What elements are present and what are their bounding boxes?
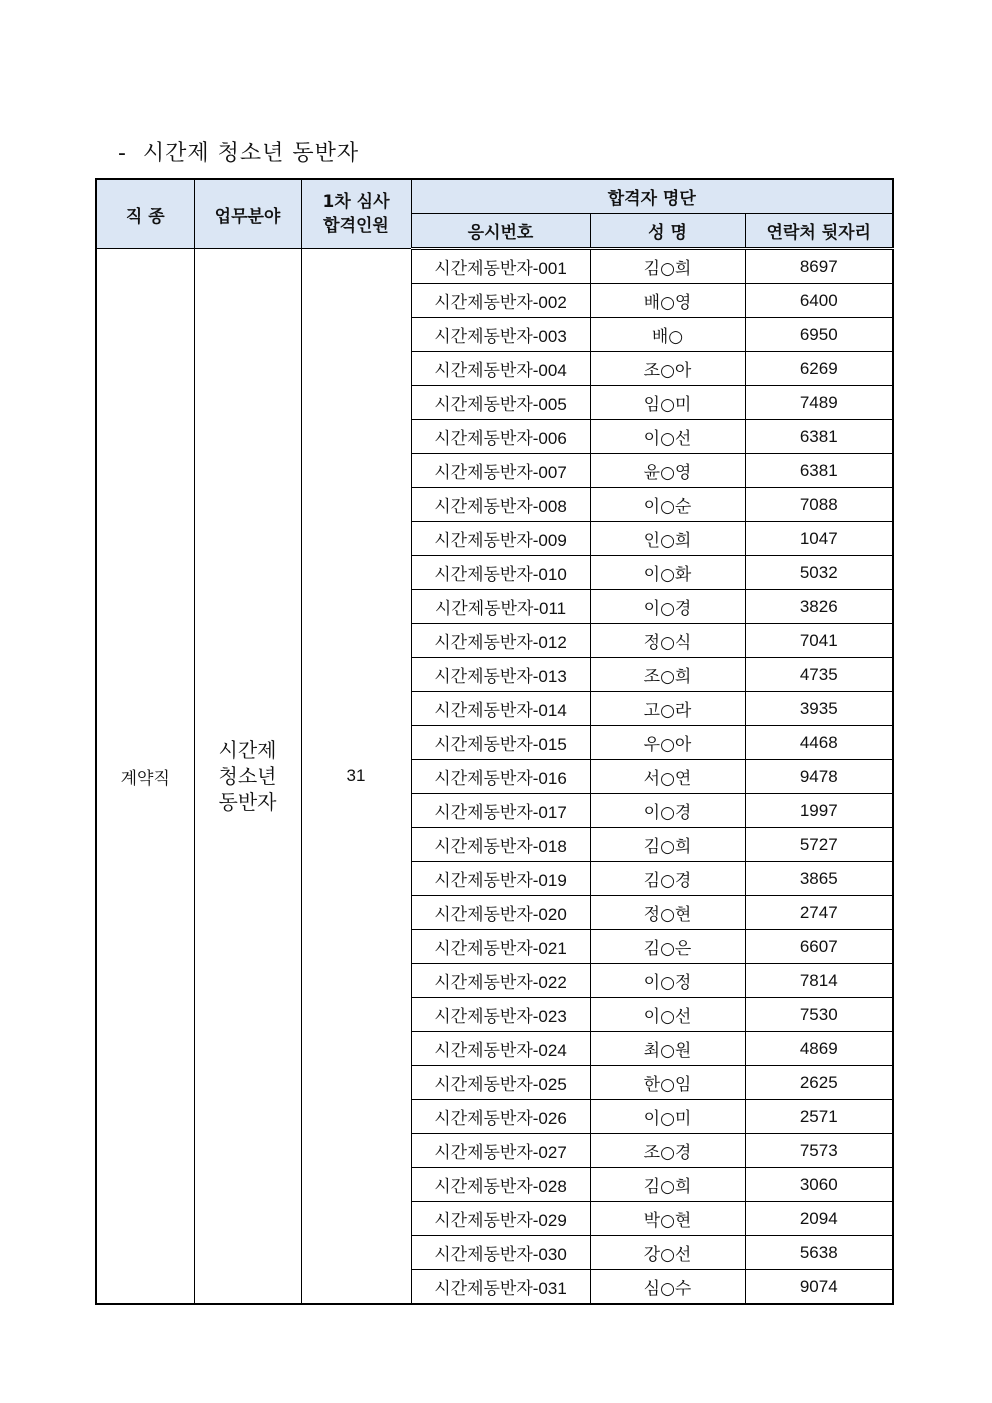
contact-cell: 3935 — [745, 692, 893, 726]
name-cell: 조○희 — [590, 658, 745, 692]
exam-no-cell: 시간제동반자-022 — [411, 964, 590, 998]
name-cell: 이○미 — [590, 1100, 745, 1134]
contact-cell: 6400 — [745, 284, 893, 318]
exam-no-cell: 시간제동반자-011 — [411, 590, 590, 624]
name-cell: 조○아 — [590, 352, 745, 386]
name-cell: 정○식 — [590, 624, 745, 658]
exam-no-cell: 시간제동반자-012 — [411, 624, 590, 658]
exam-no-cell: 시간제동반자-005 — [411, 386, 590, 420]
name-cell: 이○선 — [590, 998, 745, 1032]
name-cell: 배○영 — [590, 284, 745, 318]
field-line: 시간제 — [218, 738, 277, 762]
exam-no-cell: 시간제동반자-025 — [411, 1066, 590, 1100]
name-cell: 이○화 — [590, 556, 745, 590]
name-cell: 이○경 — [590, 590, 745, 624]
table-header — [96, 179, 893, 249]
exam-no-cell: 시간제동반자-021 — [411, 930, 590, 964]
contact-cell: 7489 — [745, 386, 893, 420]
section-heading: - 시간제 청소년 동반자 — [118, 141, 360, 166]
header-first-pass — [301, 179, 411, 249]
name-cell: 김○희 — [590, 828, 745, 862]
contact-cell: 3826 — [745, 590, 893, 624]
field-line: 청소년 — [218, 764, 277, 788]
name-cell: 임○미 — [590, 386, 745, 420]
name-cell: 고○라 — [590, 692, 745, 726]
name-cell: 심○수 — [590, 1270, 745, 1305]
header-name: 성 명 — [590, 214, 745, 249]
contact-cell: 7530 — [745, 998, 893, 1032]
contact-cell: 7573 — [745, 1134, 893, 1168]
field-line: 동반자 — [218, 790, 277, 814]
name-cell: 김○희 — [590, 249, 745, 284]
exam-no-cell: 시간제동반자-024 — [411, 1032, 590, 1066]
table-row — [96, 249, 893, 284]
contact-cell: 9478 — [745, 760, 893, 794]
contact-cell: 6381 — [745, 420, 893, 454]
name-cell: 한○임 — [590, 1066, 745, 1100]
passers-table — [95, 178, 894, 1305]
contact-cell: 2747 — [745, 896, 893, 930]
exam-no-cell: 시간제동반자-003 — [411, 318, 590, 352]
pass-count-cell: 31 — [301, 249, 411, 1305]
exam-no-cell: 시간제동반자-015 — [411, 726, 590, 760]
contact-cell: 4735 — [745, 658, 893, 692]
name-cell: 이○선 — [590, 420, 745, 454]
contact-cell: 5638 — [745, 1236, 893, 1270]
exam-no-cell: 시간제동반자-031 — [411, 1270, 590, 1305]
contact-cell: 4869 — [745, 1032, 893, 1066]
exam-no-cell: 시간제동반자-014 — [411, 692, 590, 726]
name-cell: 김○은 — [590, 930, 745, 964]
name-cell: 서○연 — [590, 760, 745, 794]
contact-cell: 7041 — [745, 624, 893, 658]
job-type-cell: 계약직 — [96, 249, 194, 1305]
contact-cell: 2094 — [745, 1202, 893, 1236]
contact-cell: 1047 — [745, 522, 893, 556]
exam-no-cell: 시간제동반자-019 — [411, 862, 590, 896]
contact-cell: 8697 — [745, 249, 893, 284]
exam-no-cell: 시간제동반자-027 — [411, 1134, 590, 1168]
exam-no-cell: 시간제동반자-028 — [411, 1168, 590, 1202]
exam-no-cell: 시간제동반자-023 — [411, 998, 590, 1032]
name-cell: 이○정 — [590, 964, 745, 998]
table-body — [96, 249, 893, 1305]
name-cell: 이○경 — [590, 794, 745, 828]
contact-cell: 7088 — [745, 488, 893, 522]
name-cell: 최○원 — [590, 1032, 745, 1066]
name-cell: 윤○영 — [590, 454, 745, 488]
header-passers-group: 합격자 명단 — [411, 179, 893, 214]
name-cell: 강○선 — [590, 1236, 745, 1270]
name-cell: 정○현 — [590, 896, 745, 930]
header-first-pass-line2: 합격인원 — [323, 216, 389, 236]
exam-no-cell: 시간제동반자-013 — [411, 658, 590, 692]
contact-cell: 2571 — [745, 1100, 893, 1134]
name-cell: 인○희 — [590, 522, 745, 556]
header-exam-no: 응시번호 — [411, 214, 590, 249]
exam-no-cell: 시간제동반자-026 — [411, 1100, 590, 1134]
exam-no-cell: 시간제동반자-016 — [411, 760, 590, 794]
contact-cell: 6381 — [745, 454, 893, 488]
header-field: 업무분야 — [194, 179, 301, 249]
contact-cell: 7814 — [745, 964, 893, 998]
exam-no-cell: 시간제동반자-001 — [411, 249, 590, 284]
contact-cell: 5727 — [745, 828, 893, 862]
exam-no-cell: 시간제동반자-029 — [411, 1202, 590, 1236]
exam-no-cell: 시간제동반자-007 — [411, 454, 590, 488]
exam-no-cell: 시간제동반자-009 — [411, 522, 590, 556]
contact-cell: 5032 — [745, 556, 893, 590]
contact-cell: 6607 — [745, 930, 893, 964]
exam-no-cell: 시간제동반자-004 — [411, 352, 590, 386]
exam-no-cell: 시간제동반자-018 — [411, 828, 590, 862]
contact-cell: 1997 — [745, 794, 893, 828]
exam-no-cell: 시간제동반자-002 — [411, 284, 590, 318]
exam-no-cell: 시간제동반자-010 — [411, 556, 590, 590]
exam-no-cell: 시간제동반자-030 — [411, 1236, 590, 1270]
contact-cell: 2625 — [745, 1066, 893, 1100]
contact-cell: 3865 — [745, 862, 893, 896]
contact-cell: 6950 — [745, 318, 893, 352]
name-cell: 박○현 — [590, 1202, 745, 1236]
exam-no-cell: 시간제동반자-017 — [411, 794, 590, 828]
name-cell: 우○아 — [590, 726, 745, 760]
exam-no-cell: 시간제동반자-006 — [411, 420, 590, 454]
name-cell: 조○경 — [590, 1134, 745, 1168]
contact-cell: 3060 — [745, 1168, 893, 1202]
header-first-pass-line1: 1차 심사 — [322, 192, 390, 212]
header-contact: 연락처 뒷자리 — [745, 214, 893, 249]
exam-no-cell: 시간제동반자-008 — [411, 488, 590, 522]
contact-cell: 9074 — [745, 1270, 893, 1305]
name-cell: 이○순 — [590, 488, 745, 522]
header-job-type: 직 종 — [96, 179, 194, 249]
name-cell: 배○ — [590, 318, 745, 352]
contact-cell: 6269 — [745, 352, 893, 386]
field-cell — [194, 249, 301, 1305]
name-cell: 김○희 — [590, 1168, 745, 1202]
contact-cell: 4468 — [745, 726, 893, 760]
name-cell: 김○경 — [590, 862, 745, 896]
exam-no-cell: 시간제동반자-020 — [411, 896, 590, 930]
